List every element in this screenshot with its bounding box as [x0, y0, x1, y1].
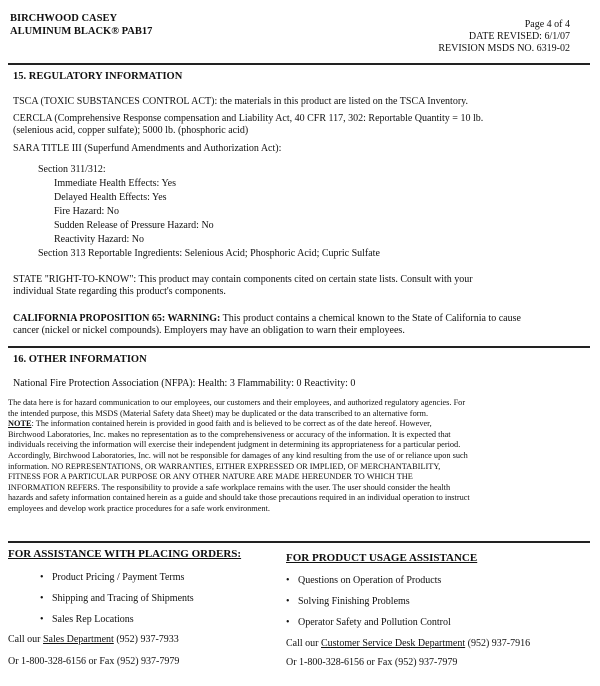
bullet-icon: • [286, 596, 290, 607]
disclaimer-line: employees and develop work practice procedures for a safe work environment. [8, 503, 270, 513]
california-line-1 [13, 313, 583, 325]
california-warning-label: CALIFORNIA PROPOSITION 65: WARNING: [13, 313, 221, 324]
usage-item: • Questions on Operation of Products [286, 575, 442, 586]
cercla-line-1: CERCLA (Comprehensive Response compensation and Liability Act, 40 CFR 117, 302: Reportable Quantity = 10 lb. [13, 113, 484, 124]
section-16-title: 16. OTHER INFORMATION [13, 354, 147, 365]
company-name: BIRCHWOOD CASEY [10, 13, 118, 24]
bullet-icon: • [286, 617, 290, 628]
sales-contact: Call our Sales Department (952) 937-7933 [8, 634, 179, 645]
header-left [10, 12, 152, 38]
service-alt-contact: Or 1-800-328-6156 or Fax (952) 937-7979 [286, 657, 458, 668]
orders-item: • Product Pricing / Payment Terms [40, 572, 185, 583]
disclaimer-line: Accordingly, Birchwood Laboratories, Inc. will not be responsible for damages of any kind resulting from the use of or reliance upon such [8, 450, 468, 460]
sales-phone: (952) 937-7933 [113, 634, 179, 645]
note-label: NOTE [8, 419, 32, 429]
tsca-text: TSCA (TOXIC SUBSTANCES CONTROL ACT): the materials in this product are listed on the TSCA Inventory. [13, 96, 469, 107]
california-text: This product contains a chemical known to the State of California to cause [220, 313, 521, 324]
usage-item: • Operator Safety and Pollution Control [286, 617, 451, 628]
disclaimer-line: INFORMATION REFERS. The responsibility to provide a safe workplace remains with the user. The user should consider the health [8, 482, 451, 492]
date-revised: DATE REVISED: 6/1/07 [468, 31, 570, 42]
sudden-release-hazard: Sudden Release of Pressure Hazard: No [54, 220, 214, 231]
delayed-health-effects: Delayed Health Effects: Yes [54, 192, 167, 203]
header-right [438, 19, 570, 55]
service-phone: (952) 937-7916 [465, 638, 531, 649]
section-15-title: 15. REGULATORY INFORMATION [13, 71, 183, 82]
divider [8, 541, 590, 543]
disclaimer-line: The data here is for hazard communication to our employees, our customers and their employees, and authorized regulatory agencies. For [8, 398, 466, 407]
usage-assistance-title: FOR PRODUCT USAGE ASSISTANCE [286, 552, 478, 564]
orders-item: • Shipping and Tracing of Shipments [40, 593, 194, 604]
california-line-2: cancer (nickel or nickel compounds). Employers may have an obligation to warn their employees. [13, 325, 405, 336]
note-text: : The information contained herein is provided in good faith and is believed to be correct as of the date hereof. However, [31, 419, 432, 429]
page-number: Page 4 of 4 [524, 19, 570, 30]
section-313: Section 313 Reportable Ingredients: Selenious Acid; Phosphoric Acid; Cupric Sulfate [38, 248, 380, 259]
bullet-icon: • [40, 572, 44, 583]
fire-hazard: Fire Hazard: No [54, 206, 119, 217]
disclaimer-line: the intended purpose, this MSDS (Material Safety data Sheet) may be duplicated or the data transcribed to an alternative form. [8, 408, 429, 418]
orders-item: • Sales Rep Locations [40, 614, 134, 625]
revision-number: REVISION MSDS NO. 6319-02 [438, 43, 570, 54]
state-rtk-line-1: STATE "RIGHT-TO-KNOW": This product may contain components cited on certain state lists. Consult with your [13, 274, 473, 285]
state-rtk-line-2: individual State regarding this product's components. [13, 286, 226, 297]
disclaimer-line: individuals receiving the information will exercise their independent judgment in determining its appropriateness for a particular period. [8, 440, 461, 450]
product-name: ALUMINUM BLACK® PAB17 [10, 26, 153, 37]
disclaimer-line [8, 419, 590, 430]
sara-heading: SARA TITLE III (Superfund Amendments and Authorization Act): [13, 143, 282, 154]
divider [8, 346, 590, 348]
orders-assistance-title: FOR ASSISTANCE WITH PLACING ORDERS: [8, 548, 242, 560]
bullet-icon: • [40, 614, 44, 625]
usage-item: • Solving Finishing Problems [286, 596, 410, 607]
sales-alt-contact: Or 1-800-328-6156 or Fax (952) 937-7979 [8, 656, 180, 667]
service-contact: Call our Customer Service Desk Department (952) 937-7916 [286, 638, 531, 649]
disclaimer-line: Birchwood Laboratories, Inc. makes no representation as to the comprehensiveness or accuracy of the information. It is expected that [8, 429, 451, 439]
disclaimer [8, 398, 590, 515]
disclaimer-line: hazards and safety information contained herein as a guide and should take those precautions required in an individual operation to instruct [8, 493, 470, 503]
reactivity-hazard: Reactivity Hazard: No [54, 234, 144, 245]
disclaimer-line: FITNESS FOR A PARTICULAR PURPOSE OR ANY OTHER NATURE ARE MADE HEREUNDER TO WHICH THE [8, 472, 413, 482]
section-311-312: Section 311/312: [38, 164, 106, 175]
nfpa-rating: National Fire Protection Association (NFPA): Health: 3 Flammability: 0 Reactivity: 0 [13, 378, 356, 389]
customer-service-department: Customer Service Desk Department [321, 638, 466, 649]
immediate-health-effects: Immediate Health Effects: Yes [54, 178, 177, 189]
bullet-icon: • [40, 593, 44, 604]
disclaimer-line: information. NO REPRESENTATIONS, OR WARRANTIES, EITHER EXPRESSED OR IMPLIED, OF MERCHANTABILITY, [8, 461, 441, 471]
divider [8, 63, 590, 65]
cercla-line-2: (selenious acid, copper sulfate); 5000 lb. (phosphoric acid) [13, 125, 249, 136]
sales-department: Sales Department [43, 634, 114, 645]
bullet-icon: • [286, 575, 290, 586]
